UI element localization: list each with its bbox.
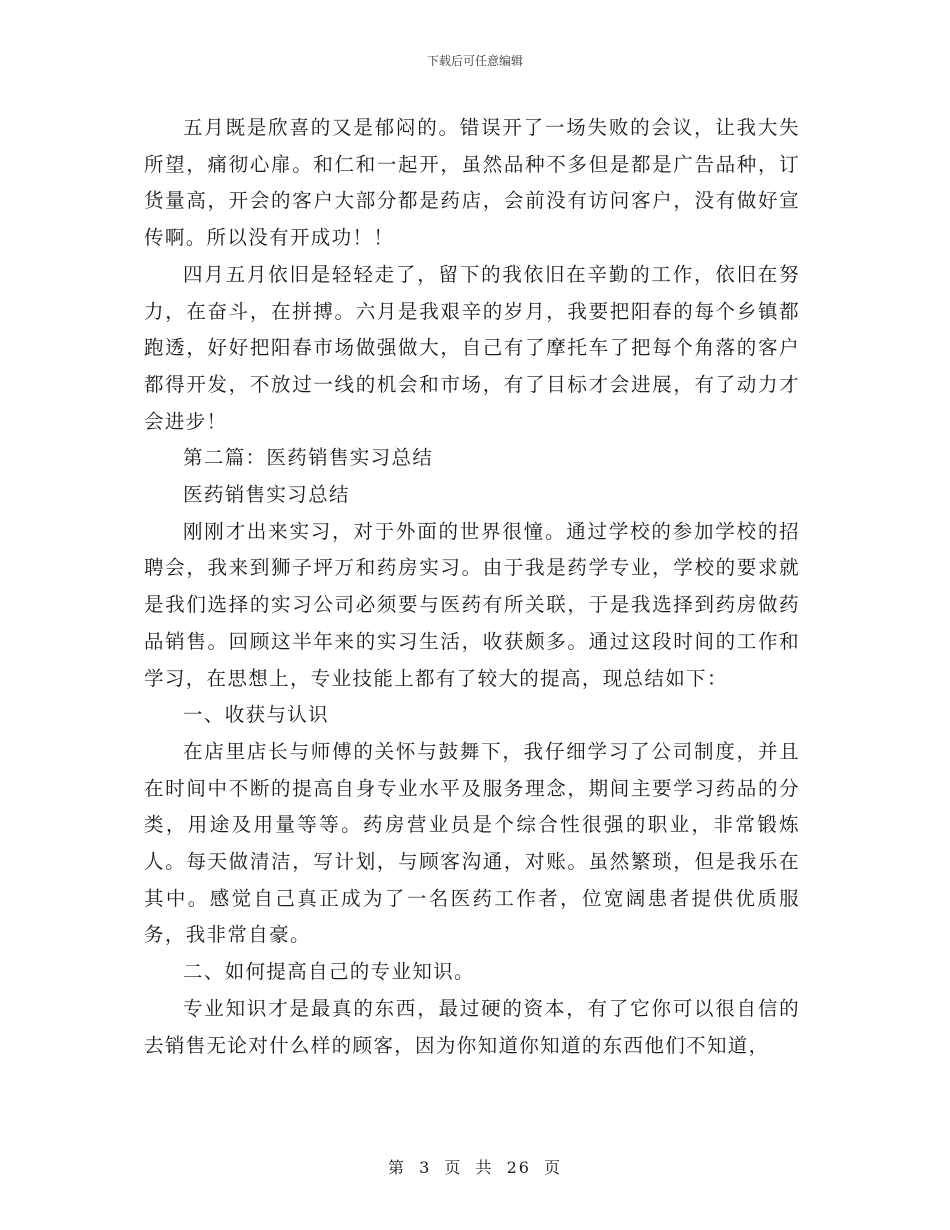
section-heading: 第二篇：医药销售实习总结 [183,446,434,470]
page-header: 下载后可任意编辑 [426,54,523,68]
subheading: 一、收获与认识 [183,703,329,727]
paragraph: 在店里店长与师傅的关怀与鼓舞下，我仔细学习了公司制度，并且在时间中不断的提高自身专业水平及服务理念，期间主要学习药品的分类，用途及用量等等。药房营业员是个综合性很强的职业，非常锻炼人。每天做清洁，写计划，与顾客沟通，对账。虽然繁琐，但是我乐在其中。感觉自己真正成为了一名医药工作者，位宽阔患者提供优质服务，我非常自豪。 [144,739,800,947]
section-title: 医药销售实习总结 [183,483,350,507]
page-footer [0,1155,950,1178]
subheading: 二、如何提高自己的专业知识。 [183,960,475,984]
footer-page-word: 页 [444,1158,463,1177]
footer-suffix: 页 [544,1158,563,1177]
paragraph: 专业知识才是最真的东西，最过硬的资本，有了它你可以很自信的去销售无论对什么样的顾客，因为你知道你知道的东西他们不知道， [144,996,800,1057]
paragraph: 五月既是欣喜的又是郁闷的。错误开了一场失败的会议，让我大失所望，痛彻心扉。和仁和一起开，虽然品种不多但是都是广告品种，订货量高，开会的客户大部分都是药店，会前没有访问客户，没有做好宣传啊。所以没有开成功！！ [144,116,800,250]
footer-prefix: 第 [387,1158,406,1177]
paragraph: 四月五月依旧是轻轻走了，留下的我依旧在辛勤的工作，依旧在努力，在奋斗，在拼搏。六月是我艰辛的岁月，我要把阳春的每个乡镇都跑透，好好把阳春市场做强做大，自己有了摩托车了把每个角落的客户都得开发，不放过一线的机会和市场，有了目标才会进展，有了动力才会进步！ [144,262,800,433]
current-page-number: 3 [419,1158,432,1177]
footer-total-word: 共 [475,1158,494,1177]
paragraph: 刚刚才出来实习，对于外面的世界很憧。通过学校的参加学校的招聘会，我来到狮子坪万和药房实习。由于我是药学专业，学校的要求就是我们选择的实习公司必须要与医药有所关联，于是我选择到药房做药品销售。回顾这半年来的实习生活，收获颇多。通过这段时间的工作和学习，在思想上，专业技能上都有了较大的提高，现总结如下： [144,519,800,690]
total-page-count: 26 [506,1158,531,1177]
document-body [144,110,800,1064]
